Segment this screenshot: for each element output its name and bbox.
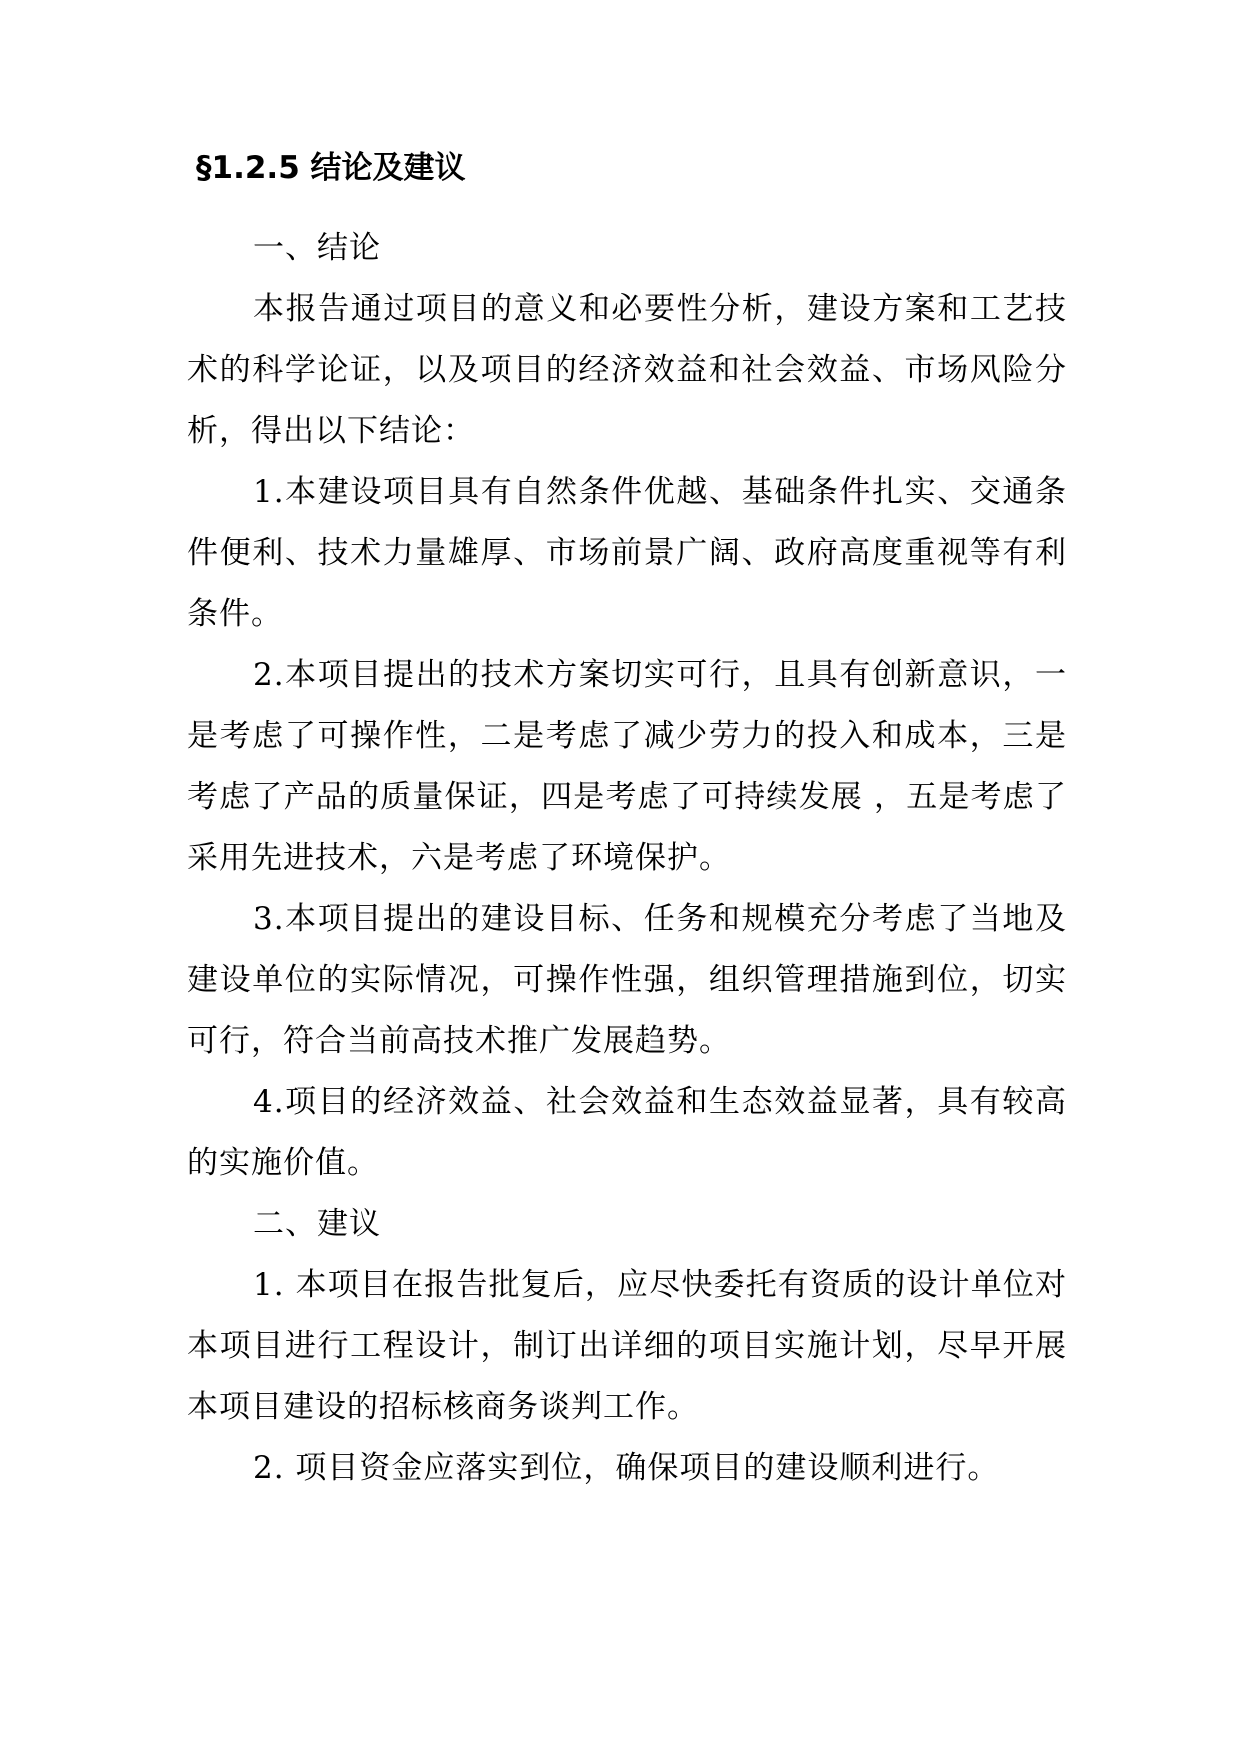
conclusion-item-4: 4.项目的经济效益、社会效益和生态效益显著，具有较高的实施价值。 <box>187 1084 1067 1181</box>
suggestion-item-1: 1. 本项目在报告批复后，应尽快委托有资质的设计单位对本项目进行工程设计，制订出详细的项目实施计划，尽早开展本项目建设的招标核商务谈判工作。 <box>187 1267 1067 1425</box>
conclusion-title: 一、结论 <box>253 230 381 266</box>
conclusion-item-3: 3.本项目提出的建设目标、任务和规模充分考虑了当地及建设单位的实际情况，可操作性强，组织管理措施到位，切实可行，符合当前高技术推广发展趋势。 <box>187 901 1067 1059</box>
suggestion-title: 二、建议 <box>253 1206 381 1242</box>
conclusion-intro: 本报告通过项目的意义和必要性分析，建设方案和工艺技术的科学论证，以及项目的经济效益和社会效益、市场风险分析，得出以下结论： <box>187 291 1067 449</box>
document-body <box>187 218 1067 1499</box>
suggestion-item-2: 2. 项目资金应落实到位，确保项目的建设顺利进行。 <box>253 1450 1000 1486</box>
conclusion-item-2: 2.本项目提出的技术方案切实可行，且具有创新意识，一是考虑了可操作性，二是考虑了减少劳力的投入和成本，三是考虑了产品的质量保证，四是考虑了可持续发展 ，五是考虑了采用先进技术，六是考虑了环境保护。 <box>187 657 1067 876</box>
conclusion-item-1: 1.本建设项目具有自然条件优越、基础条件扎实、交通条件便利、技术力量雄厚、市场前景广阔、政府高度重视等有利条件。 <box>187 474 1067 632</box>
section-heading: §1.2.5 结论及建议 <box>196 150 466 186</box>
